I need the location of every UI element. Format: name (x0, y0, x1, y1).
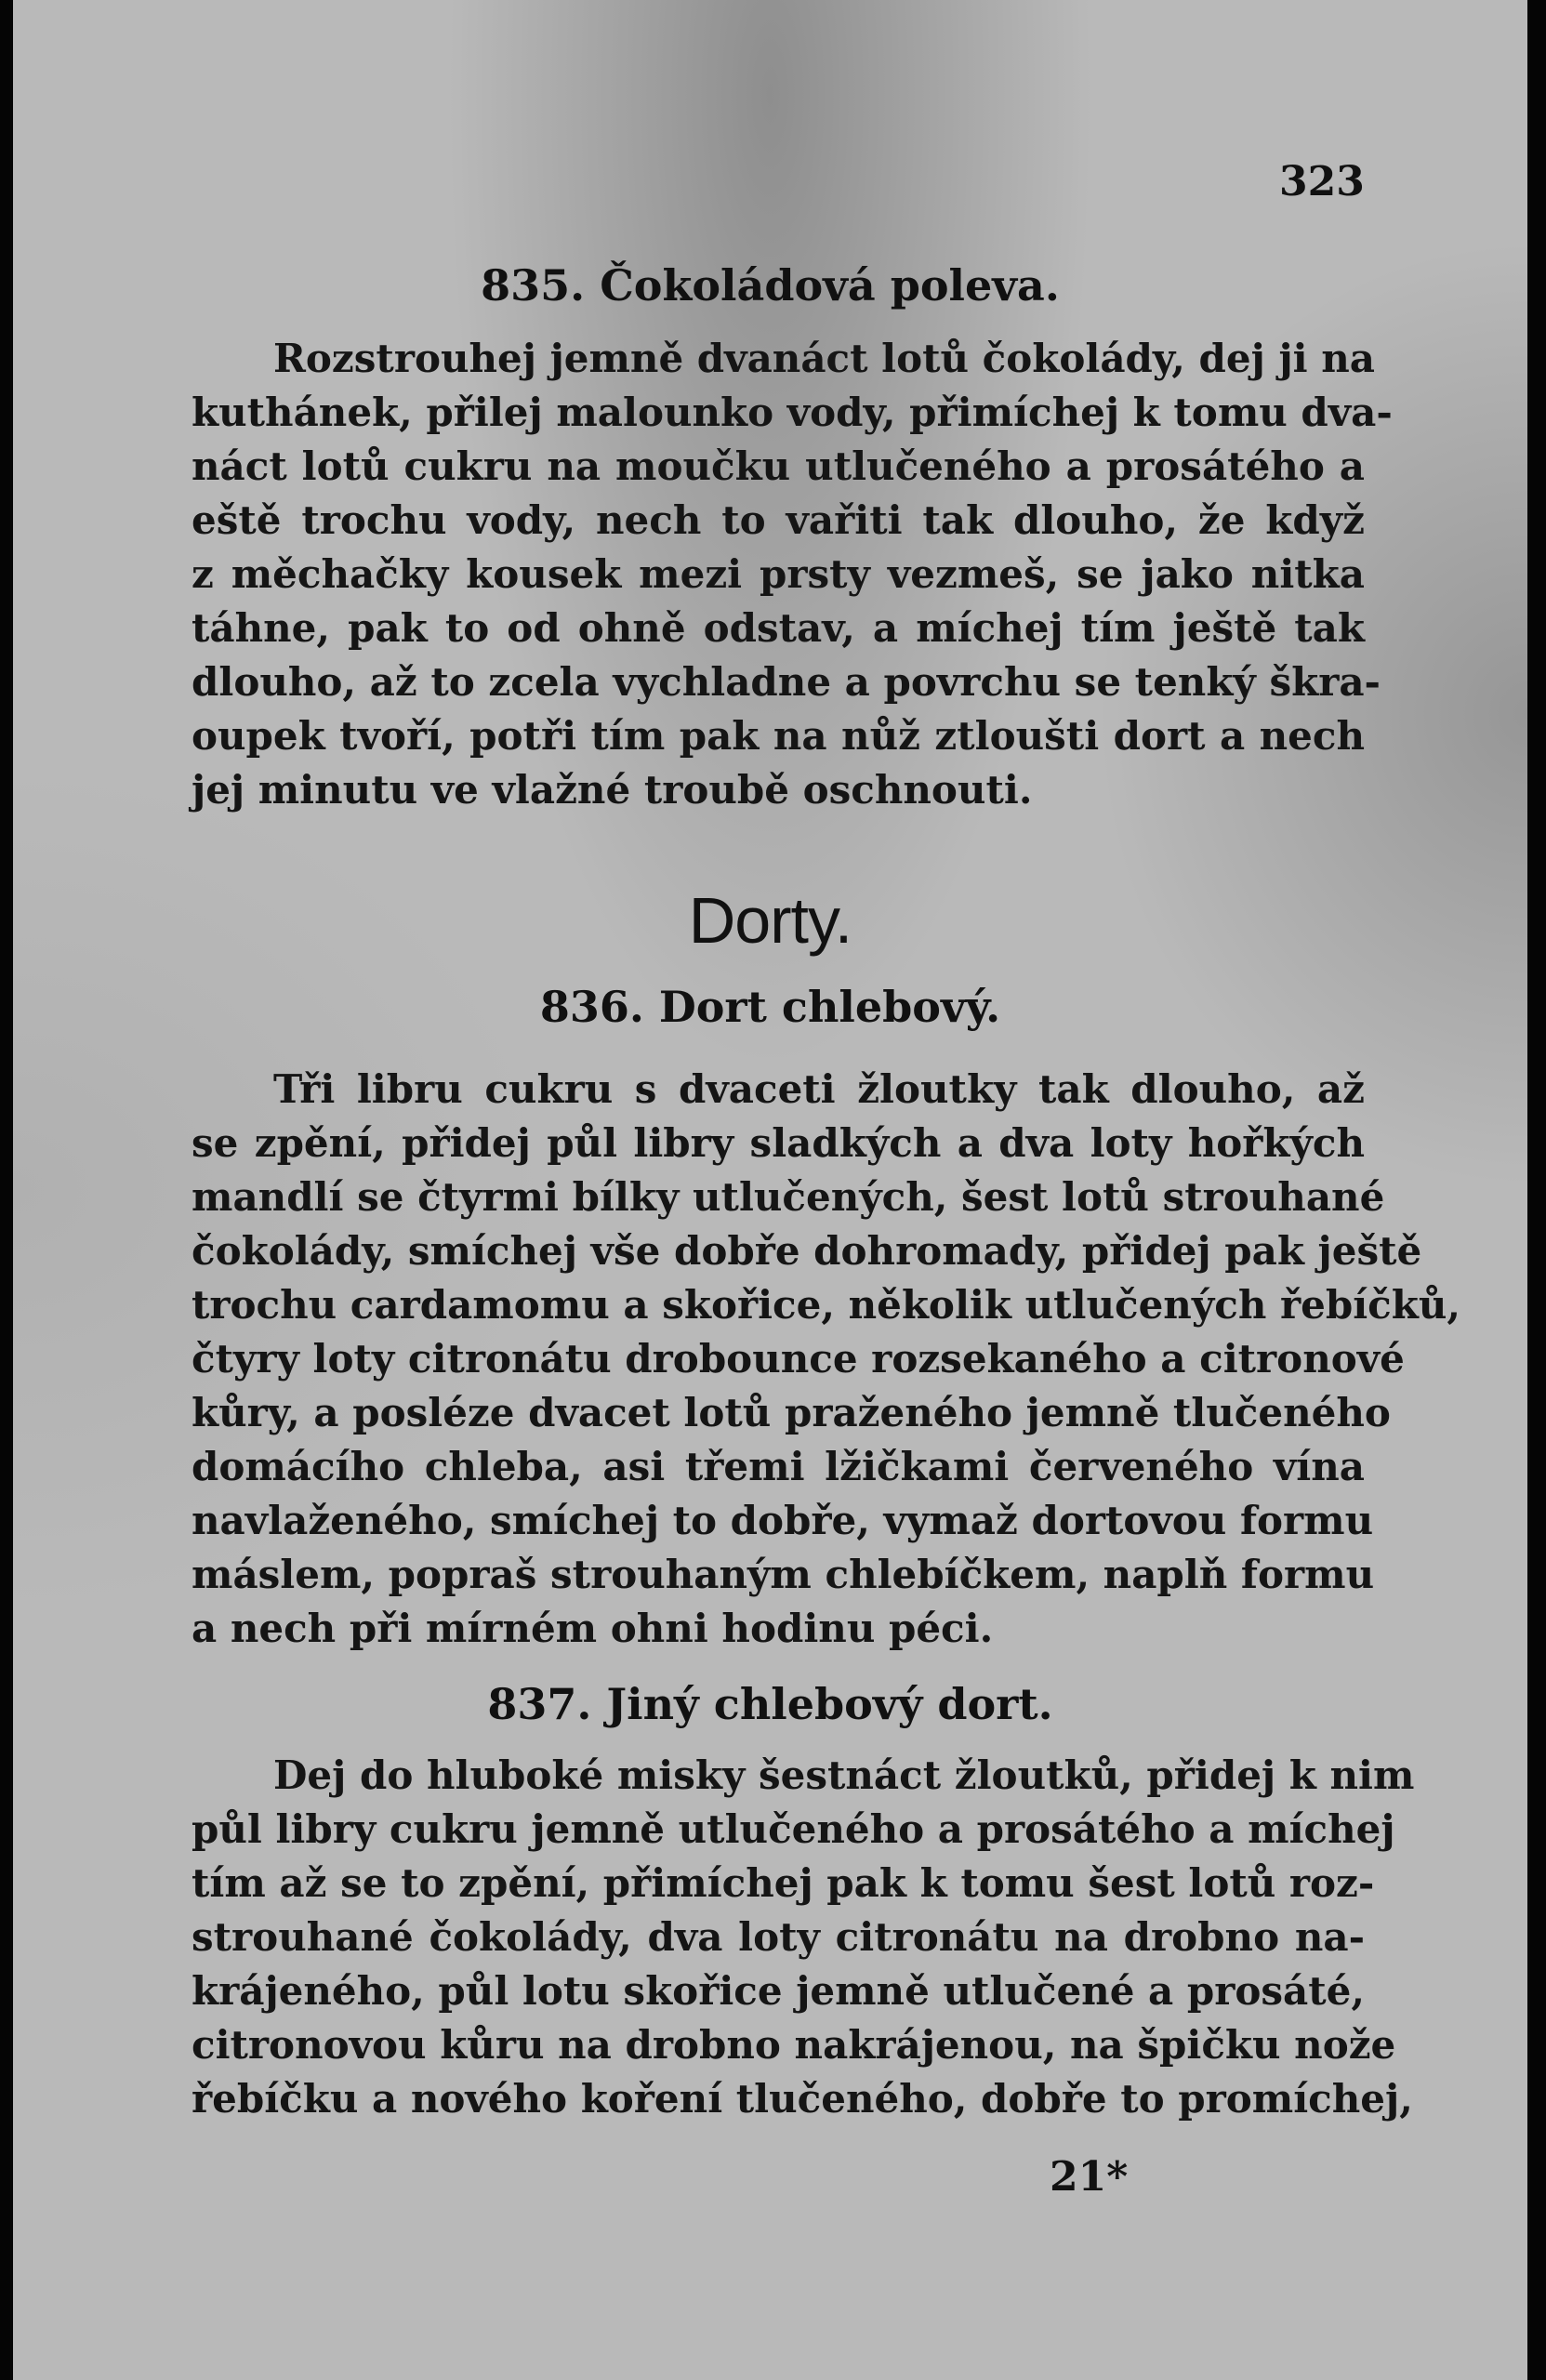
text-line: máslem, popraš strouhaným chlebíčkem, naplň formu (192, 1552, 1375, 1597)
text-line: strouhané čokolády, dva loty citronátu na drobno na- (192, 1914, 1365, 1960)
text-line: mandlí se čtyrmi bílky utlučených, šest lotů strouhané (192, 1174, 1385, 1220)
recipe-heading-837: 837. Jiný chlebový dort. (487, 1679, 1053, 1729)
text-line: dlouho, až to zcela vychladne a povrchu se tenký škra- (192, 659, 1381, 705)
recipe-heading-835: 835. Čokoládová poleva. (481, 260, 1060, 311)
text-line: se zpění, přidej půl libry sladkých a dva loty hořkých (192, 1120, 1365, 1166)
text-line: půl libry cukru jemně utlučeného a prosátého a míchej (192, 1806, 1395, 1852)
text-line: eště trochu vody, nech to vařiti tak dlouho, že když (192, 497, 1365, 543)
text-line: Dej do hluboké misky šestnáct žloutků, přidej k nim (273, 1752, 1415, 1798)
text-line: kuthánek, přilej malounko vody, přimíchej k tomu dva- (192, 390, 1393, 435)
text-line: krájeného, půl lotu skořice jemně utlučené a prosáté, (192, 1968, 1365, 2014)
text-line: náct lotů cukru na moučku utlučeného a prosátého a (192, 443, 1365, 489)
text-line: Tři libru cukru s dvaceti žloutky tak dlouho, až (273, 1066, 1365, 1112)
text-line: tím až se to zpění, přimíchej pak k tomu šest lotů roz- (192, 1860, 1375, 1906)
text-line: citronovou kůru na drobno nakrájenou, na špičku nože (192, 2022, 1396, 2068)
text-line: domácího chleba, asi třemi lžičkami červeného vína (192, 1444, 1365, 1489)
text-line: a nech při mírném ohni hodinu péci. (192, 1606, 994, 1651)
text-line: čokolády, smíchej vše dobře dohromady, přidej pak ještě (192, 1228, 1422, 1274)
text-line: oupek tvoří, potři tím pak na nůž ztloušti dort a nech (192, 713, 1365, 759)
text-line: trochu cardamomu a skořice, několik utlučených řebíčků, (192, 1282, 1460, 1328)
page-number: 323 (1279, 158, 1365, 205)
text-line: řebíčku a nového koření tlučeného, dobře to promíchej, (192, 2076, 1413, 2122)
recipe-heading-836: 836. Dort chlebový. (539, 982, 1001, 1032)
text-line: z měchačky kousek mezi prsty vezmeš, se jako nitka (192, 551, 1365, 597)
book-page (13, 0, 1527, 2380)
signature-mark: 21* (1050, 2153, 1129, 2201)
chapter-title: Dorty. (688, 884, 852, 957)
text-line: táhne, pak to od ohně odstav, a míchej tím ještě tak (192, 605, 1365, 651)
text-line: Rozstrouhej jemně dvanáct lotů čokolády, dej ji na (273, 336, 1375, 381)
text-line: čtyry loty citronátu drobounce rozsekaného a citronové (192, 1336, 1405, 1382)
text-line: navlaženého, smíchej to dobře, vymaž dortovou formu (192, 1498, 1374, 1543)
text-line: jej minutu ve vlažné troubě oschnouti. (192, 767, 1033, 813)
text-line: kůry, a posléze dvacet lotů praženého jemně tlučeného (192, 1390, 1391, 1435)
